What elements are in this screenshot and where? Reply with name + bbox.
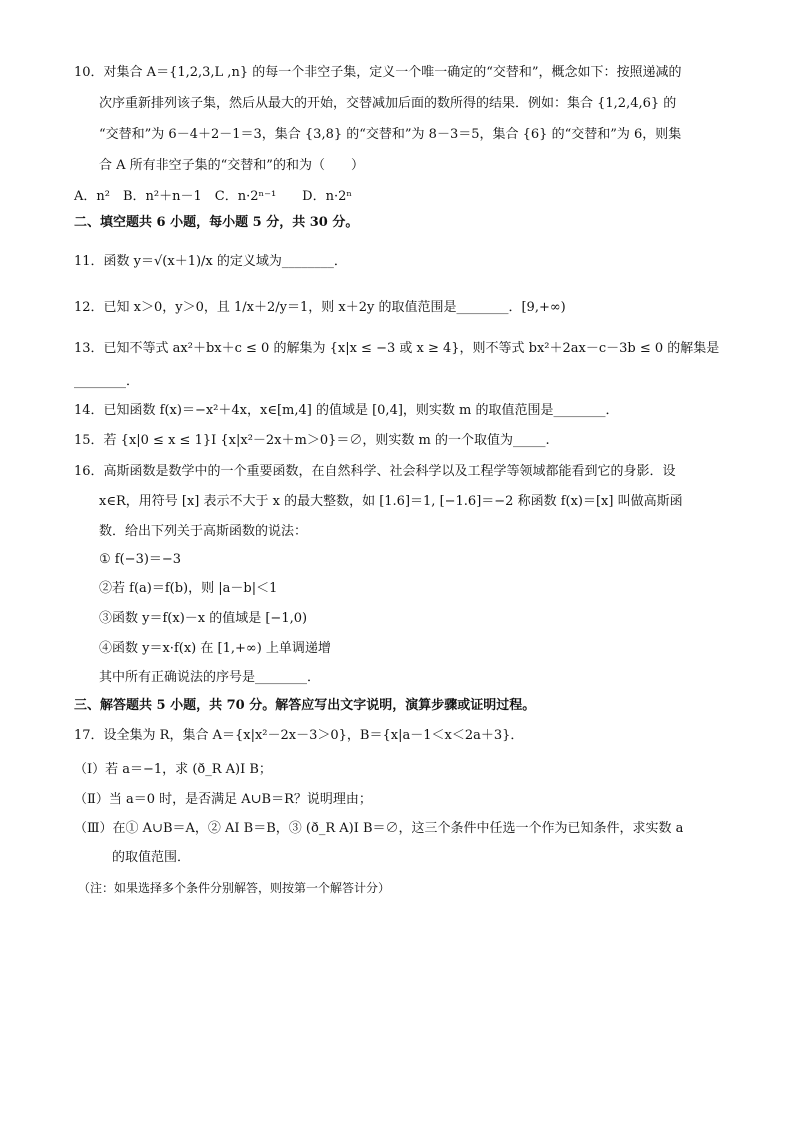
q10-line-4: 合 A 所有非空子集的“交替和”的和为（ ）: [99, 158, 364, 173]
q16-item-2: ②若 f(a)＝f(b)，则 |a－b|＜1: [99, 581, 278, 596]
q16-line-3: 数．给出下列关于高斯函数的说法：: [99, 524, 308, 539]
q17-part-3-line-2: 的取值范围．: [112, 850, 191, 865]
q16-answer: 其中所有正确说法的序号是________．: [99, 670, 321, 685]
q16-item-3: ③函数 y＝f(x)－x 的值域是 [−1,0): [99, 611, 308, 626]
scoring-note: （注：如果选择多个条件分别解答，则按第一个解答计分）: [78, 881, 391, 895]
q14: 14．已知函数 f(x)＝−x²＋4x，x∈[m,4] 的值域是 [0,4]，则实数 m 的取值范围是________．: [74, 403, 619, 418]
q15: 15．若 {x|0 ≤ x ≤ 1}I {x|x²－2x＋m＞0}＝∅，则实数 m 的一个取值为_____.: [74, 433, 550, 448]
q10-options: A．n² B．n²＋n－1 C．n·2ⁿ⁻¹ D．n·2ⁿ: [74, 189, 352, 204]
q13-line-2: ________．: [74, 374, 140, 389]
q11: 11．函数 y＝√(x＋1)/x 的定义域为________．: [74, 254, 347, 269]
q13-line-1: 13．已知不等式 ax²＋bx＋c ≤ 0 的解集为 {x|x ≤ −3 或 x ≥ 4}，则不等式 bx²＋2ax－c－3b ≤ 0 的解集是: [74, 341, 720, 356]
q16-line-1: 16．高斯函数是数学中的一个重要函数，在自然科学、社会科学以及工程学等领域都能看到它的身影．设: [74, 464, 676, 479]
section-2-title: 二、填空题共 6 小题，每小题 5 分，共 30 分。: [74, 215, 359, 230]
q16-item-4: ④函数 y＝x·f(x) 在 [1,+∞) 上单调递增: [99, 641, 331, 656]
section-3-title: 三、解答题共 5 小题，共 70 分。解答应写出文字说明，演算步骤或证明过程。: [74, 698, 536, 713]
q17-part-3-line-1: （Ⅲ）在① A∪B＝A，② AI B＝B，③ (ð_R A)I B＝∅，这三个条件中任选一个作为已知条件，求实数 a: [74, 821, 684, 836]
q12: 12．已知 x＞0，y＞0，且 1/x＋2/y＝1，则 x＋2y 的取值范围是________．[9,+∞): [74, 300, 566, 315]
q10-line-2: 次序重新排列该子集，然后从最大的开始，交替减加后面的数所得的结果．例如：集合 {1,2,4,6} 的: [99, 96, 677, 111]
q10-line-3: “交替和”为 6－4＋2－1＝3，集合 {3,8} 的“交替和”为 8－3＝5，集合 {6} 的“交替和”为 6，则集: [99, 127, 682, 142]
q17-part-2: （Ⅱ）当 a＝0 时，是否满足 A∪B＝R？说明理由；: [74, 792, 372, 807]
q10-line-1: 10．对集合 A＝{1,2,3,L ,n} 的每一个非空子集，定义一个唯一确定的“交替和”，概念如下：按照递减的: [74, 65, 682, 80]
q16-line-2: x∈R，用符号 [x] 表示不大于 x 的最大整数，如 [1.6]＝1, [−1.6]＝−2 称函数 f(x)＝[x] 叫做高斯函: [99, 494, 683, 509]
q17-part-1: （Ⅰ）若 a＝−1，求 (ð_R A)I B；: [74, 762, 272, 777]
q16-item-1: ① f(−3)＝−3: [99, 552, 182, 567]
q17-intro: 17．设全集为 R，集合 A＝{x|x²－2x－3＞0}，B＝{x|a－1＜x＜2a＋3}．: [74, 728, 524, 743]
